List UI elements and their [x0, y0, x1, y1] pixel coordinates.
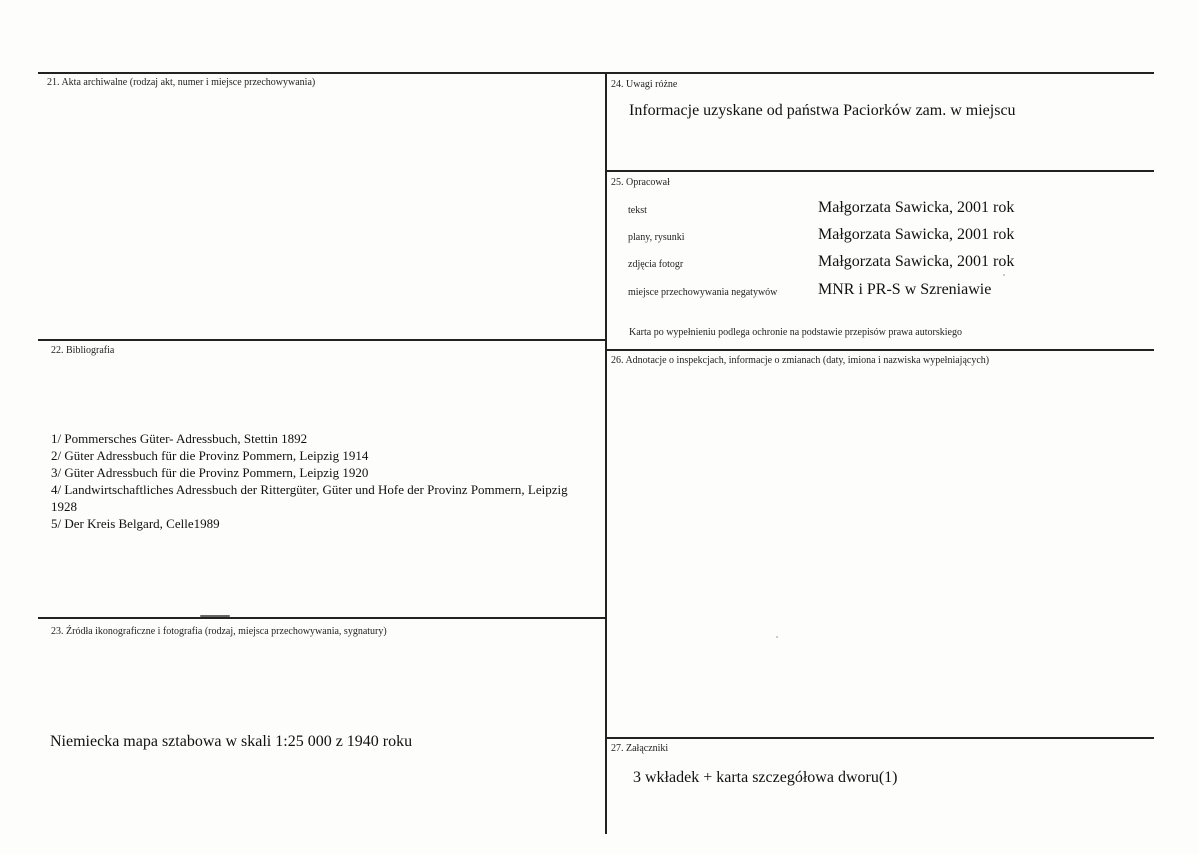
section-25-label: 25. Opracował — [611, 177, 670, 188]
section-23-label: 23. Źródła ikonograficzne i fotografia (rodzaj, miejsca przechowywania, sygnatury) — [51, 626, 387, 637]
rule-above-27 — [606, 737, 1154, 739]
author-row-value: Małgorzata Sawicka, 2001 rok — [818, 226, 1015, 243]
copyright-note: Karta po wypełnieniu podlega ochronie na podstawie przepisów prawa autorskiego — [629, 327, 962, 338]
section-22-label: 22. Bibliografia — [51, 345, 115, 356]
section-26-label: 26. Adnotacje o inspekcjach, informacje o zmianach (daty, imiona i nazwiska wypełniających) — [611, 355, 990, 366]
top-rule — [38, 72, 1154, 74]
author-row-key: tekst — [628, 205, 647, 216]
rule-above-23 — [38, 617, 606, 619]
section-23-value: Niemiecka mapa sztabowa w skali 1:25 000 z 1940 roku — [50, 733, 413, 750]
rule-above-25 — [606, 170, 1154, 172]
author-row-key: miejsce przechowywania negatywów — [628, 287, 778, 298]
bibliography-list — [51, 430, 596, 532]
scan-speck — [1003, 274, 1005, 276]
author-row-value: MNR i PR-S w Szreniawie — [818, 281, 992, 298]
section-24-label: 24. Uwagi różne — [611, 79, 678, 90]
center-divider — [605, 72, 607, 834]
author-row-key: plany, rysunki — [628, 232, 685, 243]
bibliography-item: 5/ Der Kreis Belgard, Celle1989 — [51, 516, 220, 531]
author-row-value: Małgorzata Sawicka, 2001 rok — [818, 253, 1015, 270]
bibliography-item: 4/ Landwirtschaftliches Adressbuch der Rittergüter, Güter und Hofe der Provinz Pommern, Leipzig 1928 — [51, 482, 568, 514]
bibliography-item: 2/ Güter Adressbuch für die Provinz Pommern, Leipzig 1914 — [51, 448, 369, 463]
section-21-label: 21. Akta archiwalne (rodzaj akt, numer i miejsce przechowywania) — [47, 77, 316, 88]
author-row-key: zdjęcia fotogr — [628, 259, 684, 270]
rule-above-22 — [38, 339, 606, 341]
section-24-value: Informacje uzyskane od państwa Paciorków zam. w miejscu — [629, 102, 1016, 119]
rule-above-26 — [606, 349, 1154, 351]
section-27-label: 27. Załączniki — [611, 743, 669, 754]
bibliography-item: 1/ Pommersches Güter- Adressbuch, Stettin 1892 — [51, 431, 308, 446]
scan-speck — [776, 636, 778, 638]
section-27-value: 3 wkładek + karta szczegółowa dworu(1) — [633, 769, 898, 786]
bibliography-item: 3/ Güter Adressbuch für die Provinz Pommern, Leipzig 1920 — [51, 465, 369, 480]
author-row-value: Małgorzata Sawicka, 2001 rok — [818, 199, 1015, 216]
scan-speck — [200, 615, 230, 617]
